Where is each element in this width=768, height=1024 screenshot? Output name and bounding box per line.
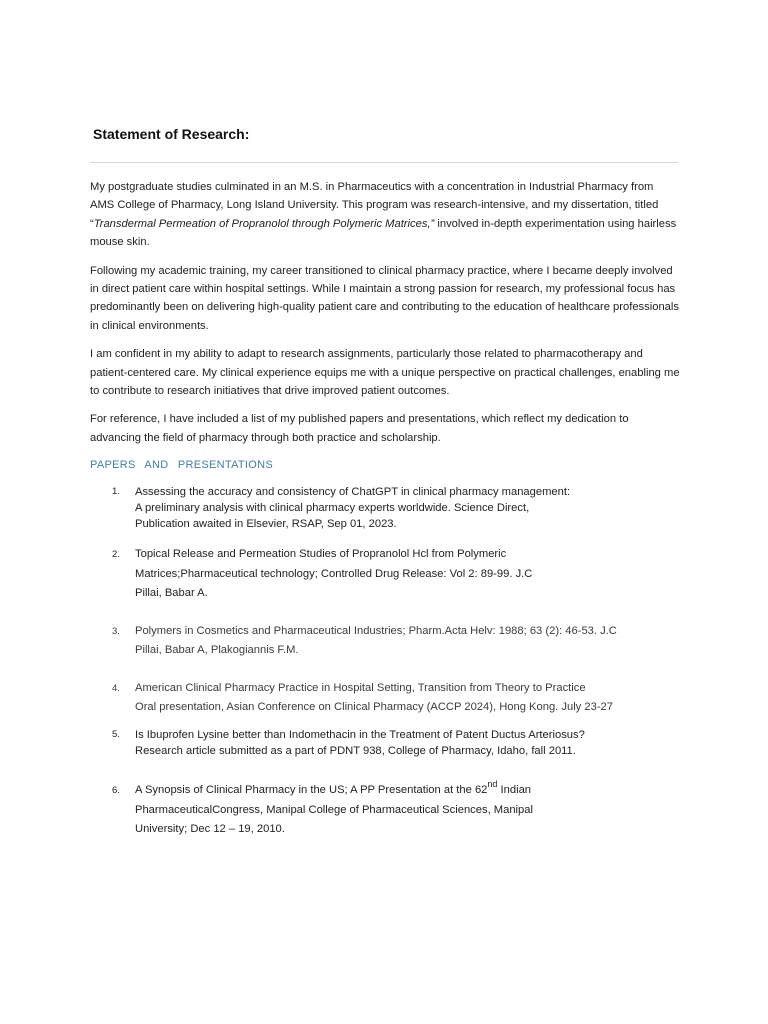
list-item-line: Research article submitted as a part of PDNT 938, College of Pharmacy, Idaho, fall 2011. [135, 745, 576, 757]
list-item [108, 484, 688, 538]
list-item-number: 1. [112, 486, 120, 497]
list-item-line: Matrices;Pharmaceutical technology; Controlled Drug Release: Vol 2: 89-99. J.C [135, 567, 533, 580]
list-item-number: 5. [112, 729, 120, 740]
list-item-line [135, 781, 685, 801]
list-item-line: Pillai, Babar A. [135, 587, 208, 599]
list-item [108, 781, 688, 841]
list-item-text [135, 622, 685, 660]
page-title: Statement of Research: [93, 126, 250, 142]
list-item-line: American Clinical Pharmacy Practice in Hospital Setting, Transition from Theory to Practice [135, 682, 586, 694]
list-item-number: 4. [112, 683, 120, 694]
list-item-text [135, 484, 685, 532]
list-item-text [135, 679, 685, 717]
list-item-line: Topical Release and Permeation Studies of Propranolol Hcl from Polymeric [135, 548, 507, 560]
papers-section-heading: PAPERS AND PRESENTATIONS [90, 459, 274, 471]
list-item-line: A preliminary analysis with clinical pharmacy experts worldwide. Science Direct, [135, 502, 530, 514]
list-item [108, 622, 688, 662]
list-item-number: 3. [112, 626, 120, 637]
list-item-line-tail: Indian [497, 784, 532, 796]
dissertation-title: Transdermal Permeation of Propranolol through Polymeric Matrices,” [93, 217, 435, 230]
list-item [108, 545, 688, 605]
list-item-line: University; Dec 12 – 19, 2010. [135, 823, 285, 835]
statement-body [90, 178, 680, 457]
list-item-line: Pillai, Babar A, Plakogiannis F.M. [135, 644, 299, 656]
paragraph-reference: For reference, I have included a list of my published papers and presentations, which reflect my dedication to advancing the field of pharmacy through both practice and scholarship. [90, 413, 629, 444]
list-item-line: Polymers in Cosmetics and Pharmaceutical Industries; Pharm.Acta Helv: 1988; 63 (2): 46-53. J.C [135, 625, 617, 637]
list-item-number: 2. [112, 549, 120, 560]
list-item-line: Oral presentation, Asian Conference on Clinical Pharmacy (ACCP 2024), Hong Kong. July 23-27 [135, 701, 614, 713]
paragraph-adaptability: I am confident in my ability to adapt to research assignments, particularly those related to pharmacotherapy and patient-centered care. My clinical experience equips me with a unique perspective on practical challenges, enabling me to contribute to research initiatives that drive improved patient outcomes. [90, 348, 680, 398]
section-divider [90, 162, 678, 163]
list-item-line: PharmaceuticalCongress, Manipal College of Pharmaceutical Sciences, Manipal [135, 803, 533, 816]
list-item-line: Assessing the accuracy and consistency of ChatGPT in clinical pharmacy management: [135, 486, 571, 498]
list-item-text [135, 545, 685, 604]
list-item-text [135, 727, 685, 759]
list-item-line-lead: A Synopsis of Clinical Pharmacy in the US; A PP Presentation at the 62 [135, 784, 488, 796]
paragraph-education-tail: involved in-depth experimentation using hairless mouse skin. [90, 217, 677, 249]
list-item [108, 727, 688, 761]
list-item-number: 6. [112, 785, 120, 796]
paragraph-education [90, 178, 680, 252]
paragraph-career: Following my academic training, my career transitioned to clinical pharmacy practice, where I became deeply involved in direct patient care within hospital settings. While I maintain a strong passion for research, my professional focus has predominantly been on delivering high-quality patient care and contributing to the education of healthcare professionals in clinical environments. [90, 264, 679, 332]
ordinal-suffix: nd [487, 779, 498, 789]
list-item [108, 679, 688, 719]
paragraph-education-lead: My postgraduate studies culminated in an M.S. in Pharmaceutics with a concentration in Industrial Pharmacy from AMS College of Pharmacy, Long Island University. This program was research-intensive, and my dissertation, titled “ [90, 181, 659, 230]
list-item-text [135, 781, 685, 840]
list-item-line: Is Ibuprofen Lysine better than Indomethacin in the Treatment of Patent Ductus Arteriosus? [135, 729, 585, 741]
list-item-line: Publication awaited in Elsevier, RSAP, Sep 01, 2023. [135, 518, 397, 530]
